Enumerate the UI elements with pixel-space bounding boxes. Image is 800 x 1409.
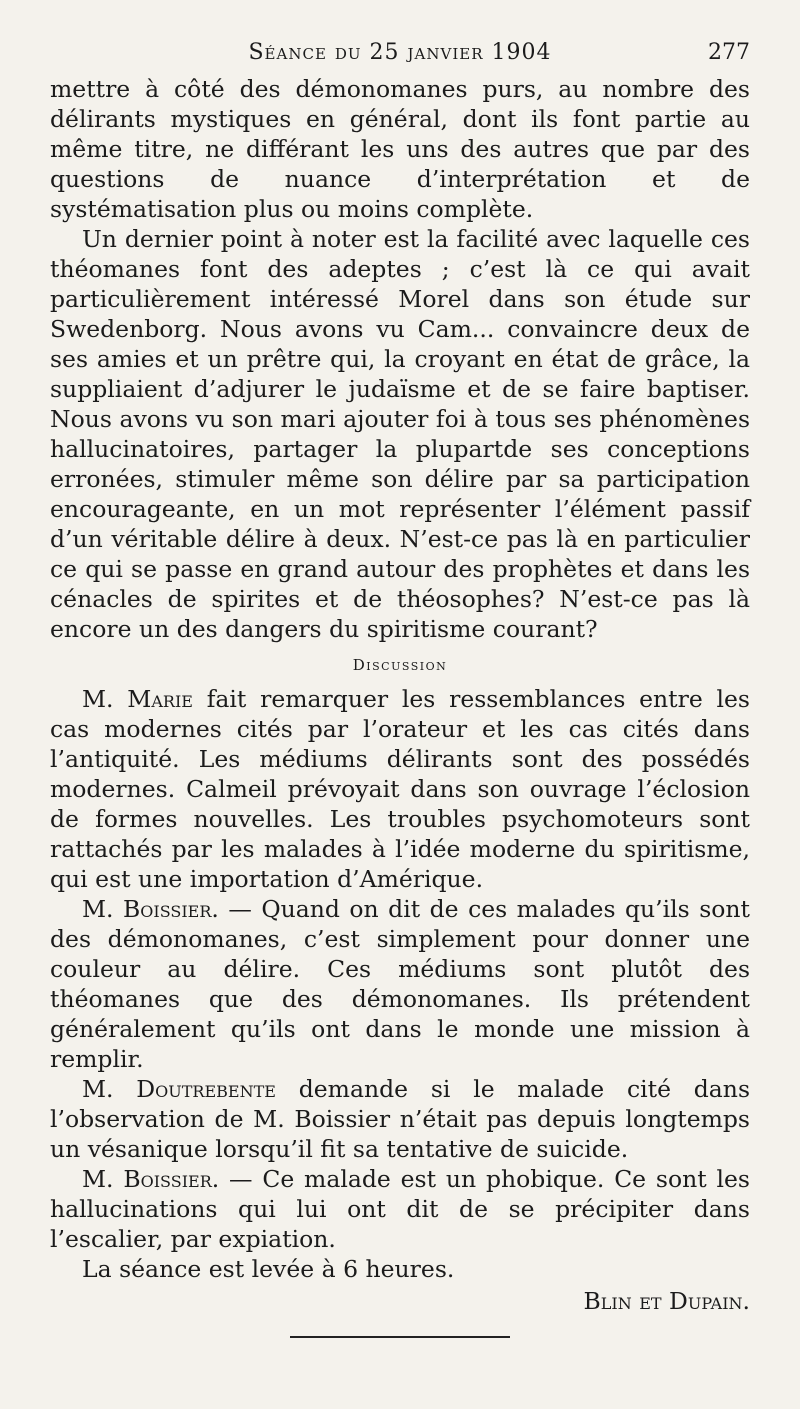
discussion-paragraph	[50, 894, 750, 1074]
paragraph: Un dernier point à noter est la facilité avec laquelle ces théomanes font des adeptes ; c’est là ce qui avait particulièrement intéressé Morel dans son étude sur Swedenborg. Nous avons vu Cam... convaincre deux de ses amies et un prêtre qui, la croyant en état de grâce, la suppliaient d’adjurer le judaïsme et de se faire baptiser. Nous avons vu son mari ajouter foi à tous ses phénomènes hallucinatoires, partager la plupartde ses conceptions erronées, stimuler même son délire par sa participation encourageante, en un mot représenter l’élément passif d’un véritable délire à deux. N’est-ce pas là en particulier ce qui se passe en grand autour des prophètes et dans les cénacles de spirites et de théosophes? N’est-ce pas là encore un des dangers du spiritisme courant?	[50, 225, 750, 643]
speaker-name: M. Marie	[82, 685, 193, 713]
body-text	[50, 74, 750, 1284]
speech-text: — Ce malade est un phobique. Ce sont les hallucinations qui lui ont dit de se précipiter dans l’escalier, par expiation.	[50, 1165, 750, 1253]
speech-text: — Quand on dit de ces malades qu’ils sont des démonomanes, c’est simplement pour donner une couleur au délire. Ces médiums sont plutôt des théomanes que des démonomanes. Ils prétendent généralement qu’ils ont dans le monde une mission à remplir.	[50, 895, 750, 1073]
running-header	[50, 36, 750, 74]
speaker-name: M. Boissier.	[82, 895, 219, 923]
end-rule	[290, 1336, 510, 1338]
speech-text: demande si le malade cité dans l’observation de M. Boissier n’était pas depuis longtemps un vésanique lorsqu’il fit sa tentative de suicide.	[50, 1075, 750, 1163]
discussion-paragraph	[50, 1164, 750, 1254]
paragraph: mettre à côté des démonomanes purs, au nombre des délirants mystiques en général, dont ils font partie au même titre, ne différant les uns des autres que par des questions de nuance d’interprétation et de systématisation plus ou moins complète.	[50, 75, 750, 223]
page-number: 277	[708, 40, 750, 65]
header-title: Séance du 25 janvier 1904	[248, 40, 552, 65]
speaker-name: M. Doutrebente	[82, 1075, 276, 1103]
speaker-name: M. Boissier.	[82, 1165, 220, 1193]
discussion-paragraph	[50, 1074, 750, 1164]
section-heading: Discussion	[352, 656, 448, 674]
signature: Blin et Dupain.	[583, 1287, 750, 1315]
speech-text: fait remarquer les ressemblances entre les cas modernes cités par l’orateur et les cas cités dans l’antiquité. Les médiums délirants sont des possédés modernes. Calmeil prévoyait dans son ouvrage l’éclosion de formes nouvelles. Les troubles psychomoteurs sont rattachés par les malades à l’idée moderne du spiritisme, qui est une importation d’Amérique.	[50, 685, 750, 893]
discussion-paragraph	[50, 684, 750, 894]
closing-line: La séance est levée à 6 heures.	[82, 1255, 455, 1283]
